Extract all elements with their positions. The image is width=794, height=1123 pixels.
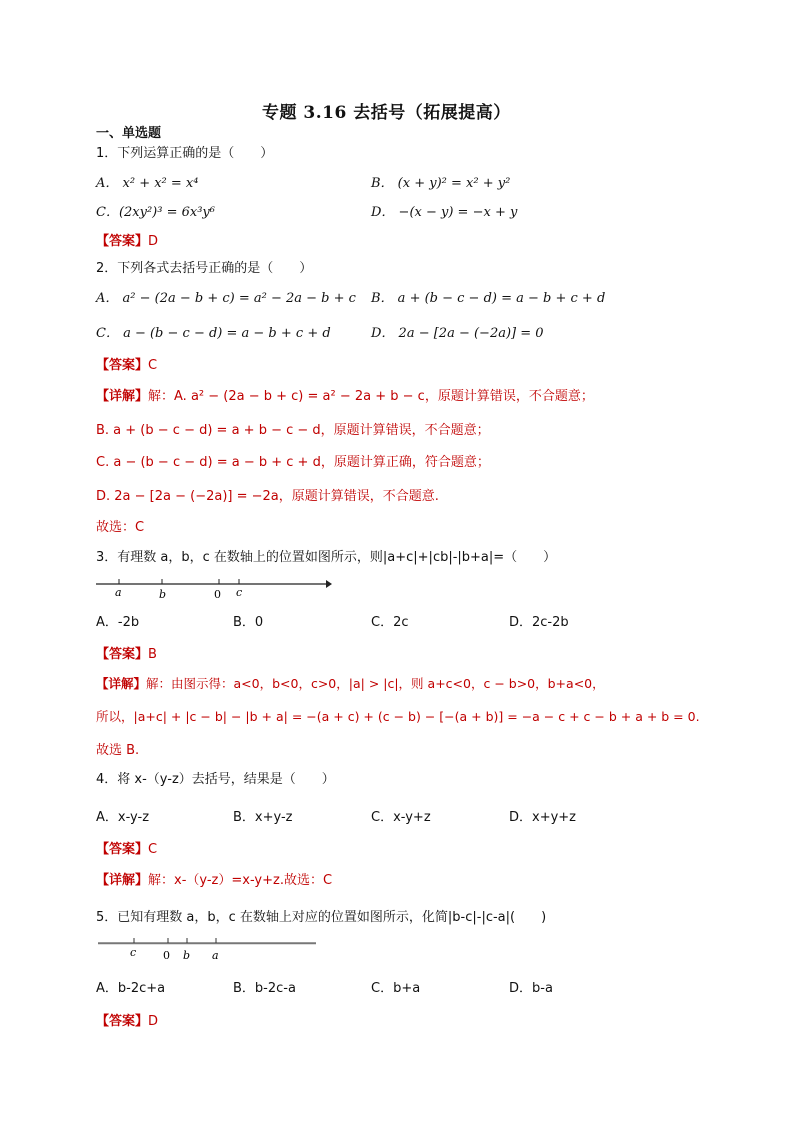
question-5-option-b: B．b-2c-a [233, 981, 296, 996]
answer-tag: 【答案】 [96, 358, 149, 373]
question-3-conclusion: 故选 B. [96, 743, 140, 758]
label-c: c [130, 946, 137, 959]
question-4-answer [96, 838, 157, 857]
question-1-option-b: B． (x + y)² = x² + y² [371, 176, 511, 191]
question-2-detail-line-2: B. a + (b − c − d) = a + b − c − d，原题计算错误，不合题意； [96, 423, 490, 438]
question-4-option-b: B．x+y-z [233, 810, 293, 825]
question-3-answer [96, 643, 157, 662]
question-4-option-a: A．x-y-z [96, 810, 150, 825]
answer-value: D [148, 1014, 159, 1029]
question-2-option-a: A． a² − (2a − b + c) = a² − 2a − b + c [96, 291, 356, 306]
answer-value: B [148, 647, 157, 662]
question-2-answer [96, 354, 157, 373]
question-3-stem: 3．有理数 a，b，c 在数轴上的位置如图所示，则|a+c|+|cb|-|b+a|=（ ） [96, 550, 557, 565]
answer-value: C [148, 842, 158, 857]
question-1-option-a: A． x² + x² = x⁴ [96, 176, 199, 191]
question-5-option-d: D．b-a [509, 981, 553, 996]
question-4-option-c: C．x-y+z [371, 810, 431, 825]
label-a: a [212, 949, 219, 962]
question-2-option-c: C． a − (b − c − d) = a − b + c + d [96, 326, 331, 341]
detail-tag: 【详解】 [96, 873, 149, 888]
section-heading: 一、单选题 [96, 126, 162, 141]
label-zero: 0 [163, 949, 170, 962]
question-3-option-d: D．2c-2b [509, 615, 569, 630]
question-2-detail-line-3: C. a − (b − c − d) = a − b + c + d，原题计算正确，符合题意； [96, 455, 490, 470]
detail-text: 解：A. a² − (2a − b + c) = a² − 2a + b − c，原题计算错误，不合题意； [148, 389, 594, 404]
question-2-stem: 2．下列各式去括号正确的是（ ） [96, 261, 313, 276]
page-title: 专题 3.16 去括号（拓展提高） [262, 103, 511, 123]
question-2-option-d: D． 2a − [2a − (−2a)] = 0 [371, 326, 544, 341]
label-c: c [236, 586, 243, 599]
label-zero: 0 [214, 588, 221, 601]
label-a: a [115, 586, 122, 599]
answer-tag: 【答案】 [96, 234, 149, 249]
question-5-stem: 5．已知有理数 a，b，c 在数轴上对应的位置如图所示，化简|b-c|-|c-a|( ) [96, 910, 547, 925]
question-1-option-c: C．(2xy²)³ = 6x³y⁶ [96, 205, 215, 220]
question-5-number-line [94, 934, 324, 964]
answer-value: C [148, 358, 158, 373]
detail-tag: 【详解】 [96, 389, 149, 404]
detail-text: 解：由图示得：a<0，b<0，c>0，|a| > |c|，则 a+c<0，c − b>0，b+a<0， [146, 676, 605, 691]
answer-tag: 【答案】 [96, 842, 149, 857]
number-line-arrow [326, 580, 332, 588]
question-1-stem: 1．下列运算正确的是（ ） [96, 146, 274, 161]
question-4-detail [96, 869, 332, 888]
question-2-option-b: B． a + (b − c − d) = a − b + c + d [371, 291, 606, 306]
detail-text: 解：x-（y-z）=x-y+z.故选：C [148, 873, 333, 888]
question-2-conclusion: 故选：C [96, 520, 145, 535]
question-4-option-d: D．x+y+z [509, 810, 577, 825]
question-2-detail-line-4: D. 2a − [2a − (−2a)] = −2a，原题计算错误，不合题意. [96, 489, 439, 504]
question-3-option-a: A．-2b [96, 615, 140, 630]
question-5-option-a: A．b-2c+a [96, 981, 166, 996]
question-3-number-line [94, 574, 334, 602]
label-b: b [159, 588, 167, 601]
answer-value: D [148, 234, 159, 249]
question-3-detail-line-2: 所以，|a+c| + |c − b| − |b + a| = −(a + c) + (c − b) − [−(a + b)] = −a − c + c − b + a + b = 0. [96, 709, 700, 724]
question-5-answer [96, 1010, 158, 1029]
detail-tag: 【详解】 [96, 676, 147, 691]
question-4-stem: 4．将 x-（y-z）去括号，结果是（ ） [96, 772, 335, 787]
answer-tag: 【答案】 [96, 1014, 149, 1029]
label-b: b [183, 949, 191, 962]
question-3-option-c: C．2c [371, 615, 409, 630]
answer-tag: 【答案】 [96, 647, 149, 662]
question-3-option-b: B．0 [233, 615, 264, 630]
question-3-detail-line-1 [96, 674, 605, 692]
question-2-detail-line-1 [96, 385, 594, 404]
question-1-answer [96, 230, 158, 249]
question-5-option-c: C．b+a [371, 981, 421, 996]
question-1-option-d: D． −(x − y) = −x + y [371, 205, 518, 220]
